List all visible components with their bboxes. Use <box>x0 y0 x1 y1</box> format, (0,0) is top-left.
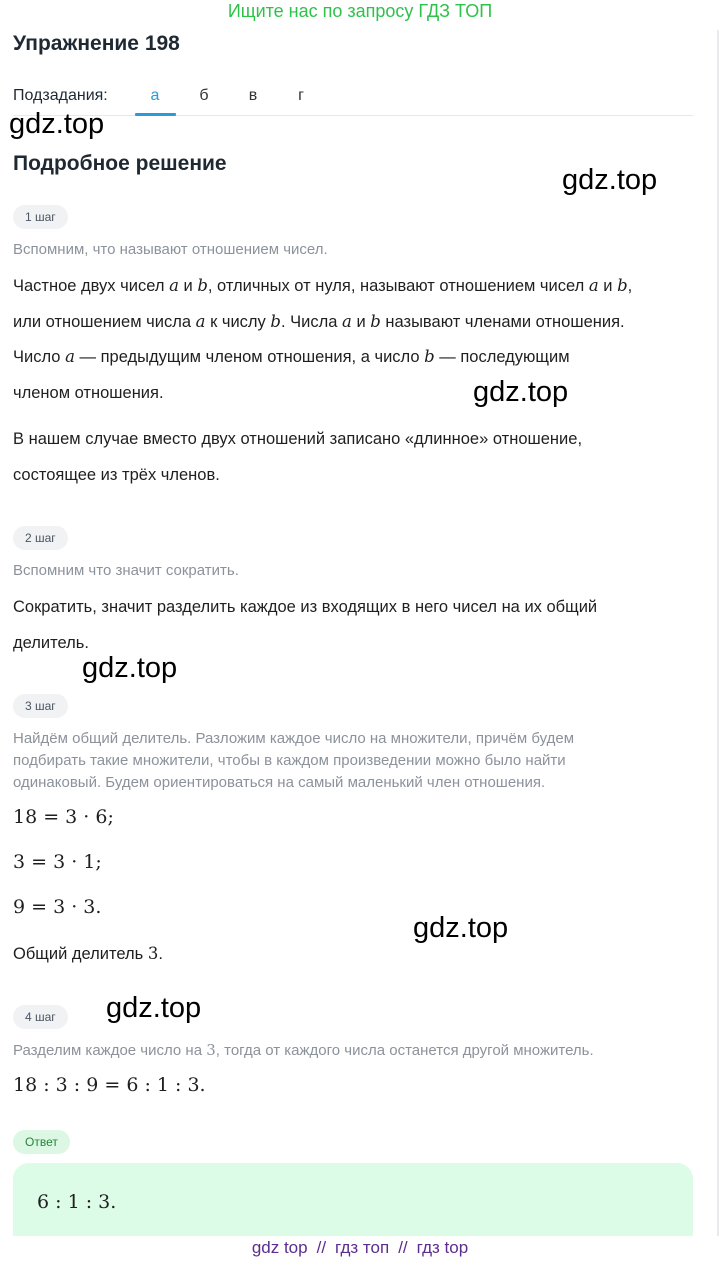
watermark: gdz.top <box>106 992 202 1024</box>
step-badge: 4 шаг <box>13 1005 68 1029</box>
step-badge: 2 шаг <box>13 526 68 550</box>
footer-links <box>0 1236 720 1263</box>
step-text: Число a — предыдущим членом отношения, а число b — последующим <box>13 347 570 366</box>
footer-link[interactable]: гдз топ <box>335 1238 390 1257</box>
watermark: gdz.top <box>413 912 509 944</box>
step-hint: Вспомним что значит сократить. <box>13 562 239 579</box>
equation: 18 : 3 : 9 = 6 : 1 : 3. <box>13 1074 206 1096</box>
step-badge: 1 шаг <box>13 205 68 229</box>
promo-banner[interactable]: Ищите нас по запросу ГДЗ ТОП <box>227 1 493 21</box>
section-title: Подробное решение <box>13 152 227 175</box>
tabs-divider <box>13 115 693 116</box>
step-badge: 3 шаг <box>13 694 68 718</box>
footer-link[interactable]: гдз top <box>416 1238 469 1257</box>
equation: 9 = 3 · 3. <box>13 896 102 918</box>
tab-g[interactable]: г <box>298 87 304 104</box>
tab-a[interactable]: а <box>150 87 160 104</box>
answer-badge: Ответ <box>13 1130 70 1154</box>
step-text: состоящее из трёх членов. <box>13 466 220 484</box>
watermark: gdz.top <box>562 164 658 196</box>
answer-value: 6 : 1 : 3. <box>37 1191 117 1213</box>
watermark: gdz.top <box>9 108 105 140</box>
page-title: Упражнение 198 <box>13 32 180 55</box>
scrollbar-track <box>717 30 719 1240</box>
equation: 18 = 3 · 6; <box>13 806 114 828</box>
step-hint: одинаковый. Будем ориентироваться на самый маленький член отношения. <box>13 774 546 791</box>
footer-link[interactable]: gdz top <box>251 1238 308 1257</box>
step-text: В нашем случае вместо двух отношений записано «длинное» отношение, <box>13 430 583 448</box>
step-text: членом отношения. <box>13 384 164 402</box>
step-hint: Разделим каждое число на 3, тогда от каждого числа останется другой множитель. <box>13 1041 594 1059</box>
watermark: gdz.top <box>82 652 178 684</box>
active-tab-indicator <box>135 113 176 116</box>
watermark: gdz.top <box>473 376 569 408</box>
step-hint: подбирать такие множители, чтобы в каждом произведении можно было найти <box>13 752 566 769</box>
footer-separator: // <box>316 1238 327 1257</box>
tab-b[interactable]: б <box>199 87 209 104</box>
step-text: Частное двух чисел a и b, отличных от нуля, называют отношением чисел a и b, <box>13 276 633 295</box>
footer-separator: // <box>398 1238 408 1257</box>
step-text: Общий делитель 3. <box>13 944 163 963</box>
step-text: Сократить, значит разделить каждое из входящих в него чисел на их общий <box>13 598 598 616</box>
step-hint: Вспомним, что называют отношением чисел. <box>13 241 328 258</box>
tab-v[interactable]: в <box>248 87 258 104</box>
step-hint: Найдём общий делитель. Разложим каждое число на множители, причём будем <box>13 730 575 747</box>
equation: 3 = 3 · 1; <box>13 851 102 873</box>
subtasks-label: Подзадания: <box>13 87 108 104</box>
step-text: или отношением числа a к числу b. Числа a и b называют членами отношения. <box>13 312 625 331</box>
step-text: делитель. <box>13 634 89 652</box>
